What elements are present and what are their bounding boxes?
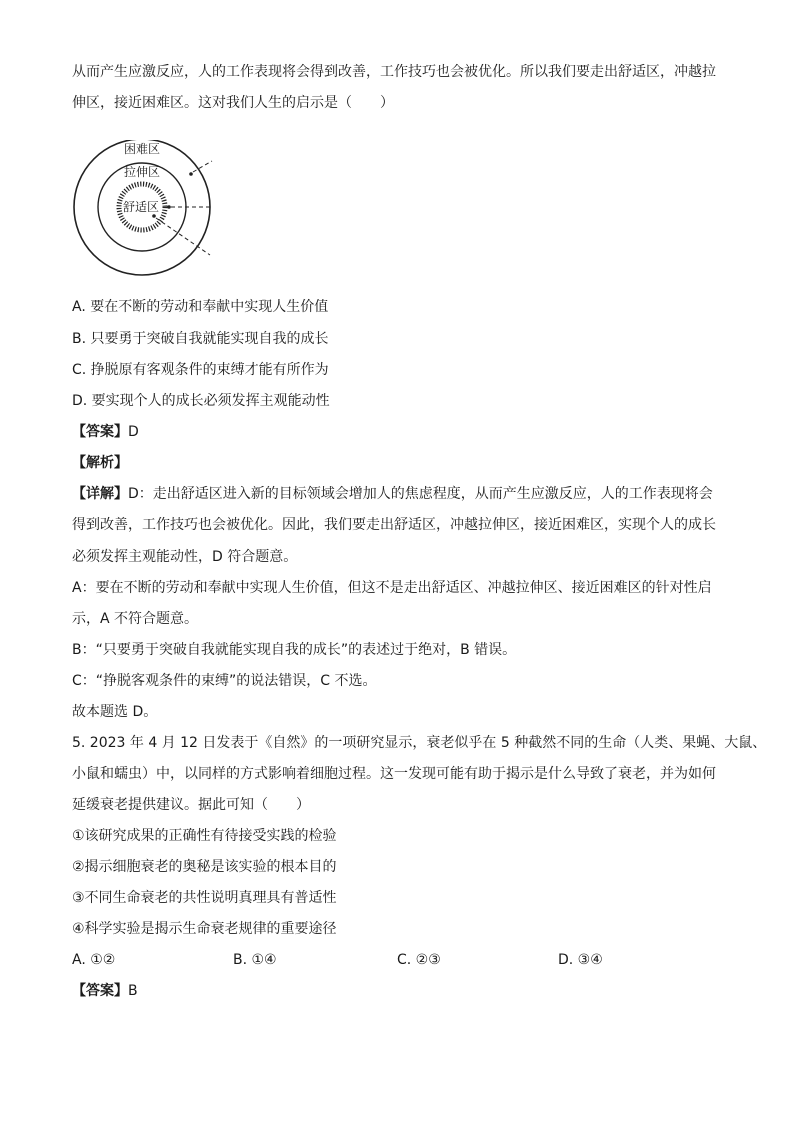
- answer-tag: 【答案】: [72, 424, 128, 440]
- q4-answer: [72, 422, 139, 442]
- q4-option-d: D. 要实现个人的成长必须发挥主观能动性: [72, 393, 330, 409]
- q4-stem-line-2: 伸区，接近困难区。这对我们人生的启示是（ ）: [72, 95, 394, 111]
- q4-option-c: C. 挣脱原有客观条件的束缚才能有所作为: [72, 362, 329, 378]
- q4-option-a: A. 要在不断的劳动和奉献中实现人生价值: [72, 299, 329, 315]
- q5-answer-tag: 【答案】: [72, 983, 128, 999]
- comfort-zone-dot: [152, 214, 156, 218]
- q5-statement-2: ②揭示细胞衰老的奥秘是该实验的根本目的: [72, 859, 337, 875]
- comfort-zone-label: 舒适区: [122, 200, 160, 214]
- q5-statement-4: ④科学实验是揭示生命衰老规律的重要途径: [72, 921, 337, 937]
- answer-value: D: [128, 424, 139, 440]
- detail-text-1: D：走出舒适区进入新的目标领域会增加人的焦虑程度，从而产生应激反应，人的工作表现将会: [128, 486, 713, 502]
- q4-a-analysis-line-2: 示，A 不符合题意。: [72, 611, 199, 627]
- q4-detail-line-2: 得到改善，工作技巧也会被优化。因此，我们要走出舒适区，冲越拉伸区，接近困难区，实现个人的成长: [72, 517, 716, 533]
- detail-tag: 【详解】: [72, 486, 128, 502]
- q5-choice-c: C. ②③: [397, 952, 441, 968]
- q5-answer: [72, 981, 138, 1001]
- q4-analysis-tag: [72, 453, 128, 473]
- difficulty-zone-label: 困难区: [123, 142, 161, 156]
- stretch-zone-dot: [167, 205, 171, 209]
- q4-a-analysis-line-1: A：要在不断的劳动和奉献中实现人生价值，但这不是走出舒适区、冲越拉伸区、接近困难区的针对性启: [72, 580, 712, 596]
- stretch-zone-label: 拉伸区: [123, 165, 161, 179]
- q4-detail-line-1: [72, 484, 713, 504]
- q5-statement-1: ①该研究成果的正确性有待接受实践的检验: [72, 828, 337, 844]
- q5-choice-a: A. ①②: [72, 952, 116, 968]
- q4-option-b: B. 只要勇于突破自我就能实现自我的成长: [72, 331, 329, 347]
- q5-statement-3: ③不同生命衰老的共性说明真理具有普适性: [72, 890, 337, 906]
- q5-stem-line-1: 5. 2023 年 4 月 12 日发表于《自然》的一项研究显示，衰老似乎在 5 种截然不同的生命（人类、果蝇、大鼠、: [72, 735, 767, 751]
- q5-choice-b: B. ①④: [233, 952, 277, 968]
- q4-stem-line-1: 从而产生应激反应，人的工作表现将会得到改善，工作技巧也会被优化。所以我们要走出舒适区，冲越拉: [72, 64, 716, 80]
- q5-choice-d: D. ③④: [558, 952, 603, 968]
- analysis-tag: 【解析】: [72, 455, 128, 471]
- q5-answer-value: B: [128, 983, 138, 999]
- q5-stem-line-2: 小鼠和蠕虫）中，以同样的方式影响着细胞过程。这一发现可能有助于揭示是什么导致了衰老，并为如何: [72, 766, 716, 782]
- q4-detail-line-3: 必须发挥主观能动性，D 符合题意。: [72, 549, 298, 565]
- q4-conclusion: 故本题选 D。: [72, 704, 158, 720]
- q4-b-analysis: B：“只要勇于突破自我就能实现自我的成长”的表述过于绝对，B 错误。: [72, 642, 517, 658]
- q4-c-analysis: C：“挣脱客观条件的束缚”的说法错误，C 不选。: [72, 673, 377, 689]
- q5-stem-line-3: 延缓衰老提供建议。据此可知（ ）: [72, 797, 310, 813]
- difficulty-zone-dot: [189, 172, 193, 176]
- comfort-zone-diagram: [72, 140, 222, 280]
